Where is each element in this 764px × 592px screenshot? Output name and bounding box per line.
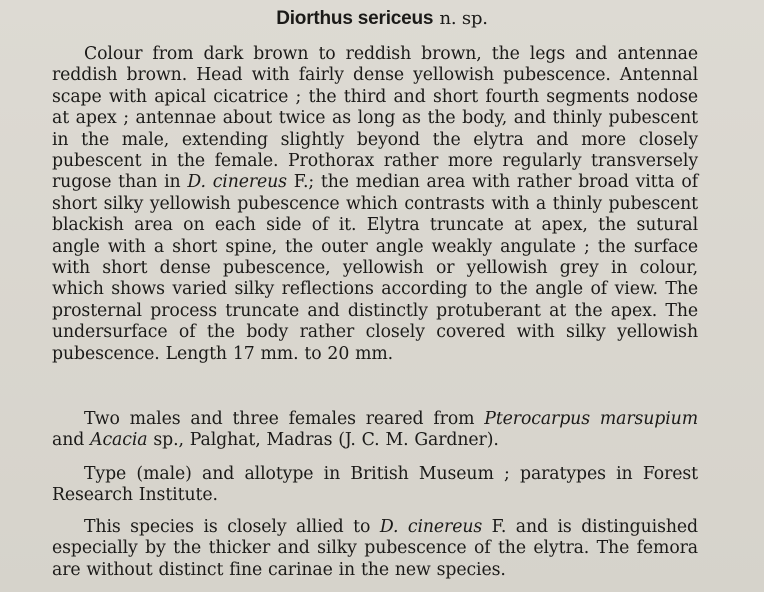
- species-reference: D. cinereus: [379, 517, 483, 537]
- affinity-paragraph: [52, 517, 698, 581]
- material-text-a: Two males and three females reared from: [84, 409, 485, 429]
- species-name: Diorthus sericeus: [276, 8, 434, 29]
- affinity-text-a: This species is closely allied to: [84, 517, 380, 537]
- description-text-b: F.; the median area with rather broad vitta of short silky yellowish pubescence which contrasts with a thinly pubescent blackish area on each side of it. Elytra truncate at apex, the sutural angle with a short spine, the outer angle weakly angulate ; the surface with short dense pubescence, yellowish or yellowish grey in colour, which shows varied silky reflections according to the angle of view. The prosternal process truncate and distinctly protuberant at the apex. The undersurface of the body rather closely covered with silky yellowish pubescence. Length 17 mm. to 20 mm.: [52, 172, 698, 364]
- host-plant-pterocarpus: Pterocarpus marsupium: [484, 409, 698, 429]
- species-heading: [0, 4, 764, 32]
- types-paragraph: [52, 464, 698, 507]
- types-text: Type (male) and allotype in British Museum ; paratypes in Forest Research Institute.: [52, 464, 698, 506]
- material-text-b: and: [52, 430, 91, 451]
- material-text-c: sp., Palghat, Madras (J. C. M. Gardner).: [147, 430, 499, 451]
- affinity-text-b: F. and is distinguished especially by the thicker and silky pubescence of the elytra. The femora are without distinct fine carinae in the new species.: [52, 517, 698, 580]
- description-text-a: Colour from dark brown to reddish brown, the legs and antennae reddish brown. Head with fairly dense yellowish pubescence. Antennal scape with apical cicatrice ; the third and short fourth segments nodose at apex ; antennae about twice as long as the body, and thinly pubescent in the male, extending slightly beyond the elytra and more closely pubescent in the female. Prothorax rather more regularly transversely rugose than in: [52, 44, 698, 193]
- material-paragraph: [52, 409, 698, 452]
- new-species-marker: n. sp.: [439, 8, 488, 29]
- species-reference: D. cinereus: [187, 172, 287, 193]
- host-plant-acacia: Acacia: [90, 430, 148, 451]
- description-paragraph: [52, 44, 698, 365]
